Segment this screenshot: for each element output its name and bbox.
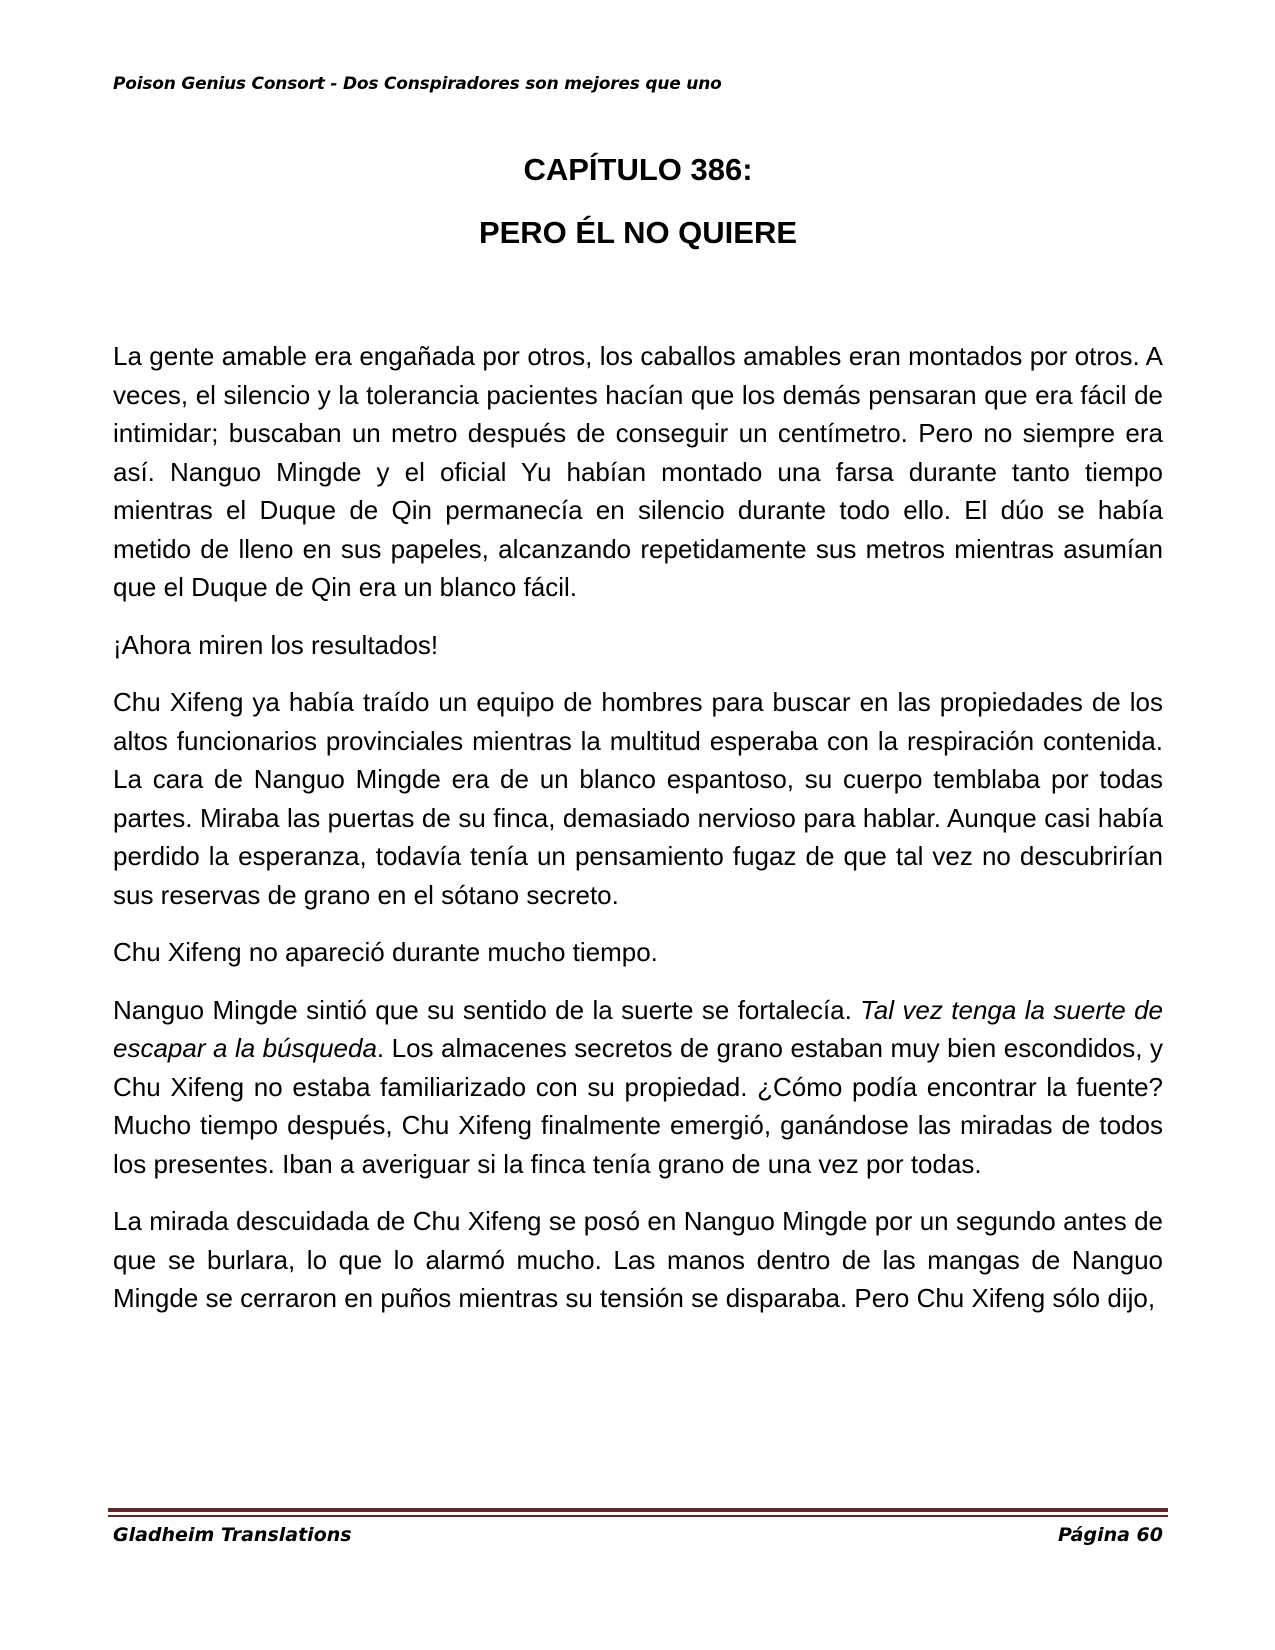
paragraph	[113, 337, 1163, 607]
paragraph	[113, 1202, 1163, 1318]
chapter-number: CAPÍTULO 386:	[523, 152, 753, 187]
paragraph-text: Chu Xifeng ya había traído un equipo de hombres para buscar en las propiedades de los altos funcionarios provinciales mientras la multitud esperaba con la respiración contenida. La cara de Nanguo Mingde era de un blanco espantoso, su cuerpo temblaba por todas partes. Miraba las puertas de su finca, demasiado nervioso para hablar. Aunque casi había perdido la esperanza, todavía tenía un pensamiento fugaz de que tal vez no descubrirían sus reservas de grano en el sótano secreto.	[113, 687, 1163, 910]
paragraph-text: Nanguo Mingde sintió que su sentido de la suerte se fortalecía.	[113, 994, 861, 1025]
body-text	[113, 337, 1163, 1337]
paragraph-text: La gente amable era engañada por otros, los caballos amables eran montados por otros. A veces, el silencio y la tolerancia pacientes hacían que los demás pensaran que era fácil de intimidar; buscaban un metro después de conseguir un centímetro. Pero no siempre era así. Nanguo Mingde y el oficial Yu habían montado una farsa durante tanto tiempo mientras el Duque de Qin permanecía en silencio durante todo ello. El dúo se había metido de lleno en sus papeles, alcanzando repetidamente sus metros mientras asumían que el Duque de Qin era un blanco fácil.	[113, 341, 1163, 602]
paragraph	[113, 683, 1163, 914]
chapter-title: PERO ÉL NO QUIERE	[478, 215, 798, 250]
paragraph	[113, 933, 1163, 972]
paragraph-text: La mirada descuidada de Chu Xifeng se posó en Nanguo Mingde por un segundo antes de que se burlara, lo que lo alarmó mucho. Las manos dentro de las mangas de Nanguo Mingde se cerraron en puños mientras su tensión se disparaba. Pero Chu Xifeng sólo dijo,	[113, 1206, 1163, 1313]
italic-thought: Tal vez tenga la suerte de escapar a la búsqueda	[113, 994, 1163, 1063]
footer-rule-thick	[108, 1508, 1168, 1512]
paragraph-text: . Los almacenes secretos de grano estaban muy bien escondidos, y Chu Xifeng no estaba familiarizado con su propiedad. ¿Cómo podía encontrar la fuente? Mucho tiempo después, Chu Xifeng finalmente emergió, ganándose las miradas de todos los presentes. Iban a averiguar si la finca tenía grano de una vez por todas.	[113, 1033, 1163, 1179]
footer-rule-thin	[108, 1515, 1168, 1517]
paragraph-text: Chu Xifeng no apareció durante mucho tiempo.	[113, 937, 658, 967]
page-number: Página 60	[1057, 1524, 1163, 1546]
running-header: Poison Genius Consort - Dos Conspiradores son mejores que uno	[113, 74, 722, 94]
paragraph-text: ¡Ahora miren los resultados!	[113, 629, 439, 660]
paragraph	[113, 991, 1163, 1184]
paragraph	[113, 626, 1163, 665]
footer-translator: Gladheim Translations	[113, 1524, 352, 1546]
